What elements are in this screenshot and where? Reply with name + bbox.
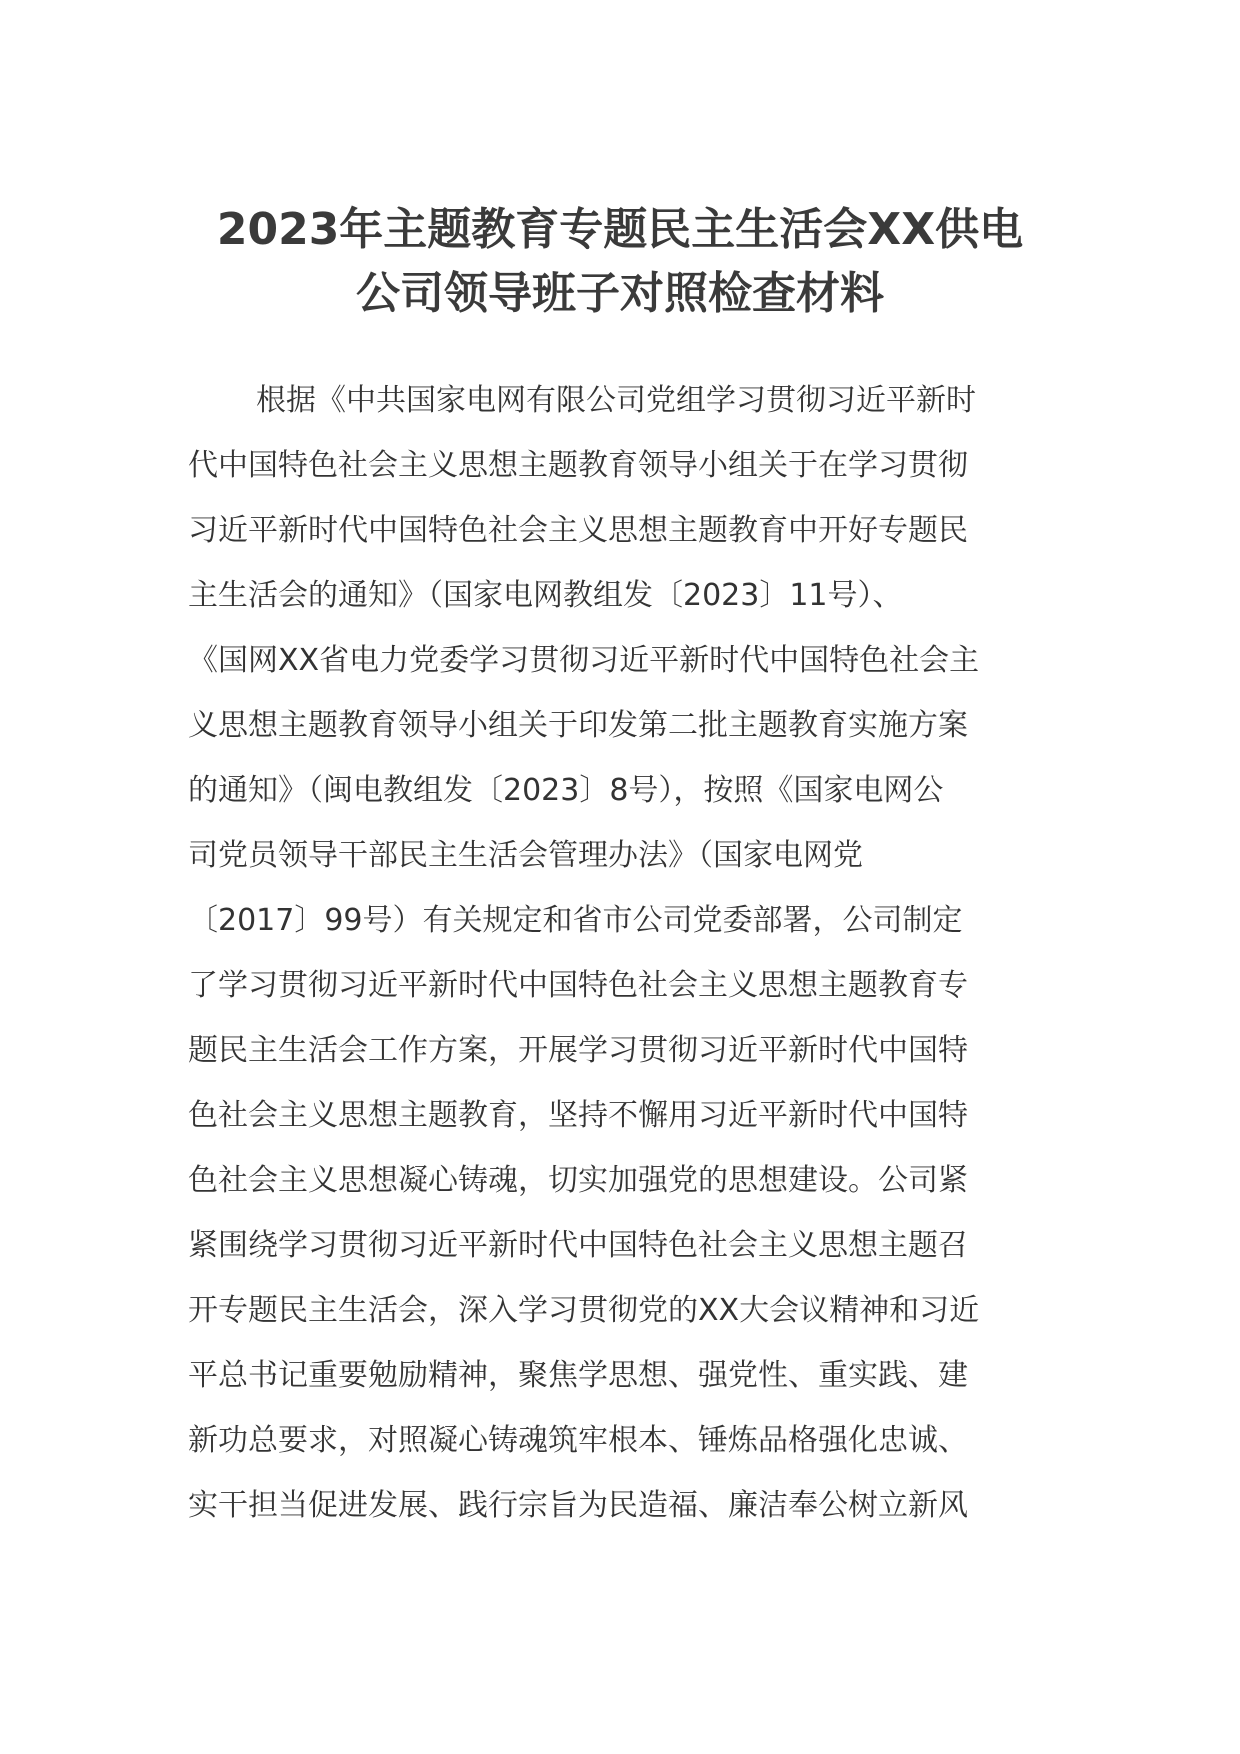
- body-line: 代中国特色社会主义思想主题教育领导小组关于在学习贯彻: [188, 448, 968, 483]
- body-line: 习近平新时代中国特色社会主义思想主题教育中开好专题民: [188, 513, 968, 548]
- body-line: 的通知》（闽电教组发〔2023〕8号），按照《国家电网公: [188, 773, 944, 808]
- document-title: [150, 198, 1090, 326]
- title-line-1: 2023年主题教育专题民主生活会XX供电: [216, 204, 1024, 255]
- body-line: 色社会主义思想凝心铸魂，切实加强党的思想建设。公司紧: [188, 1163, 968, 1198]
- body-line: 义思想主题教育领导小组关于印发第二批主题教育实施方案: [188, 708, 968, 743]
- body-line: 根据《中共国家电网有限公司党组学习贯彻习近平新时: [256, 383, 976, 418]
- body-line: 紧围绕学习贯彻习近平新时代中国特色社会主义思想主题召: [188, 1228, 968, 1263]
- body-line: 色社会主义思想主题教育，坚持不懈用习近平新时代中国特: [188, 1098, 968, 1133]
- body-line: 实干担当促进发展、践行宗旨为民造福、廉洁奉公树立新风: [188, 1488, 968, 1523]
- body-line: 司党员领导干部民主生活会管理办法》（国家电网党: [188, 838, 863, 873]
- body-line: 开专题民主生活会，深入学习贯彻党的XX大会议精神和习近: [188, 1293, 980, 1328]
- body-line: 题民主生活会工作方案，开展学习贯彻习近平新时代中国特: [188, 1033, 968, 1068]
- body-line: 了学习贯彻习近平新时代中国特色社会主义思想主题教育专: [188, 968, 968, 1003]
- body-line: 新功总要求，对照凝心铸魂筑牢根本、锤炼品格强化忠诚、: [188, 1423, 968, 1458]
- title-line-2: 公司领导班子对照检查材料: [356, 268, 884, 319]
- body-line: 主生活会的通知》（国家电网教组发〔2023〕11号）、: [188, 578, 903, 613]
- body-line: 平总书记重要勉励精神，聚焦学思想、强党性、重实践、建: [188, 1358, 968, 1393]
- document-body: [188, 368, 1068, 1538]
- body-line: 〔2017〕99号）有关规定和省市公司党委部署，公司制定: [188, 903, 963, 938]
- body-line: 《国网XX省电力党委学习贯彻习近平新时代中国特色社会主: [188, 643, 980, 678]
